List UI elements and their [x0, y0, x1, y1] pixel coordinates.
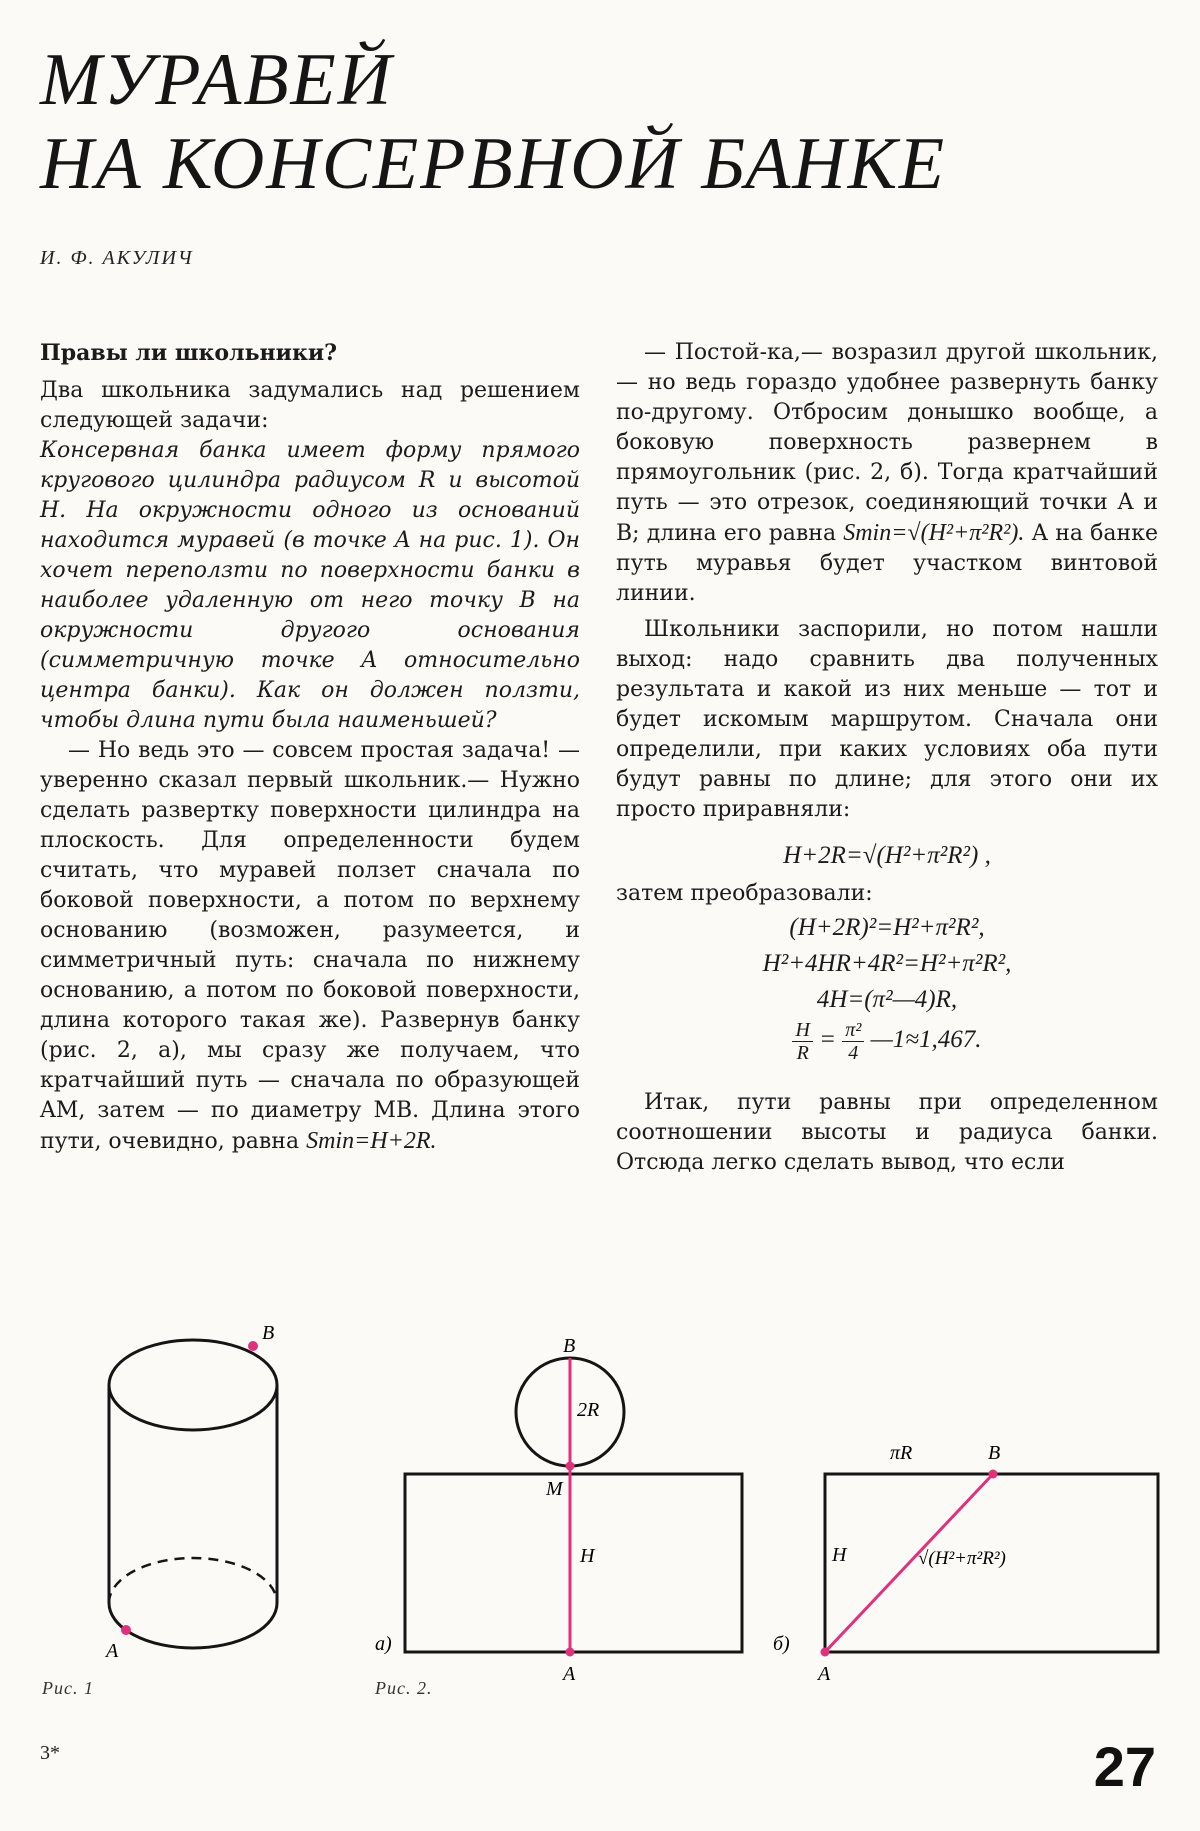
intro-paragraph: Два школьника задумались над решением следующей задачи:: [40, 378, 580, 433]
equation-4: 4H=(π²—4)R,: [816, 986, 958, 1013]
equation-1: H+2R=√(H²+π²R²) ,: [783, 842, 991, 869]
second-student-paragraph: [616, 338, 1158, 609]
then-text: затем преобразовали:: [616, 881, 873, 906]
title-line-1: МУРАВЕЙ: [40, 39, 394, 121]
equation-2: (H+2R)²=H²+π²R²,: [789, 914, 985, 941]
left-column: [40, 338, 580, 1157]
problem-statement: Консервная банка имеет форму прямого кругового цилиндра радиусом R и высотой H. На окружности одного из оснований находится муравей (в точке A на рис. 1). Он хочет переползти по поверхности банки в наиболее удаленную от него точку B на окружности другого основания (симметричную точке A относительно центра банки). Как он должен ползти, чтобы длина пути была наименьшей?: [40, 438, 580, 733]
first-student-paragraph: [40, 736, 580, 1157]
fraction-pi-4-num: π²: [842, 1019, 864, 1042]
label-h-fig2b: H: [832, 1544, 847, 1566]
printer-signature: 3*: [40, 1742, 60, 1764]
figure-2a: [405, 1358, 742, 1652]
fraction-pi-4-den: 4: [848, 1042, 859, 1064]
point-a-fig2a: [566, 1648, 575, 1657]
fraction-h-r: [792, 1019, 812, 1064]
dispute-paragraph: Школьники заспорили, но потом нашли выход: надо сравнить два полученных результата и какой из них меньше — тот и будет искомым маршрутом. Сначала они определили, при каких условиях оба пути будут равны по длине; для этого они их просто приравняли:: [616, 617, 1158, 822]
label-h-fig2a: H: [580, 1545, 595, 1567]
caption-fig2: Рис. 2.: [375, 1678, 433, 1698]
second-student-end: А на банке путь муравья будет участком винтовой линии.: [616, 521, 1158, 606]
label-m: M: [546, 1478, 563, 1500]
figure-1-cylinder: [109, 1340, 277, 1648]
first-student-text: — Но ведь это — совсем простая задача! — уверенно сказал первый школьник.— Нужно сделать развертку поверхности цилиндра на плоскость. Для определенности будем считать, что муравей ползет сначала по боковой поверхности, а потом по верхнему основанию (возможен, разумеется, и симметричный путь: сначала по нижнему основанию, а потом по боковой поверхности, длина которого такая же). Развернув банку (рис. 2, а), мы сразу же получаем, что кратчайший путь — сначала по образующей AM, затем — по диаметру MB. Длина этого пути, очевидно, равна: [40, 738, 580, 1154]
label-diagonal: √(H²+π²R²): [918, 1548, 1006, 1569]
point-a-fig2b: [821, 1648, 830, 1657]
label-2r: 2R: [577, 1399, 600, 1421]
label-fig2a: а): [375, 1633, 392, 1655]
label-fig2b: б): [773, 1633, 790, 1655]
right-column: [616, 338, 1158, 1178]
equation-5-rest: —1≈1,467.: [870, 1026, 982, 1054]
equation-3: H²+4HR+4R²=H²+π²R²,: [762, 950, 1012, 977]
formula-smin-2: Smin=√(H²+π²R²).: [843, 520, 1025, 546]
fraction-h-r-num: H: [792, 1019, 812, 1042]
figures-svg: [0, 1320, 1200, 1700]
label-b-fig1: B: [262, 1322, 275, 1344]
label-a-fig2a: A: [563, 1663, 576, 1685]
formula-smin-1: Smin=H+2R.: [306, 1128, 437, 1154]
label-a-fig1: A: [106, 1640, 119, 1662]
cylinder-bottom-back: [109, 1558, 277, 1603]
fraction-h-r-den: R: [796, 1042, 809, 1064]
fraction-pi-4: [842, 1019, 864, 1064]
conclusion-paragraph: Итак, пути равны при определенном соотношении высоты и радиуса банки. Отсюда легко сделать вывод, что если: [616, 1090, 1158, 1175]
caption-fig1: Рис. 1: [42, 1678, 94, 1698]
label-a-fig2b: A: [818, 1663, 831, 1685]
author: И. Ф. АКУЛИЧ: [40, 247, 194, 269]
page-number: 27: [1093, 1735, 1156, 1798]
fig2a-rectangle: [405, 1474, 742, 1652]
figures-area: [0, 1320, 1200, 1700]
derivation: [616, 911, 1158, 1064]
equals-sign: =: [819, 1026, 843, 1054]
label-b-fig2a: B: [563, 1335, 576, 1357]
label-pi-r: πR: [890, 1442, 913, 1464]
equation-5: [616, 1019, 1158, 1064]
title-line-2: НА КОНСЕРВНОЙ БАНКЕ: [40, 123, 947, 205]
second-student-text: — Постой-ка,— возразил другой школьник,— но ведь гораздо удобнее развернуть банку по-другому. Отбросим донышко вообще, а боковую поверхность развернем в прямоугольник (рис. 2, б). Тогда кратчайший путь — это отрезок, соединяющий точки A и B; длина его равна: [616, 340, 1158, 546]
cylinder-bottom-front: [109, 1603, 277, 1648]
point-b-fig1: [248, 1341, 258, 1351]
cylinder-top-ellipse: [109, 1340, 277, 1430]
point-a-fig1: [121, 1625, 131, 1635]
label-b-fig2b: B: [988, 1442, 1001, 1464]
point-m: [566, 1462, 575, 1471]
section-heading: Правы ли школьники?: [40, 340, 338, 366]
article-title: [40, 38, 1140, 206]
point-b-fig2b: [989, 1470, 998, 1479]
